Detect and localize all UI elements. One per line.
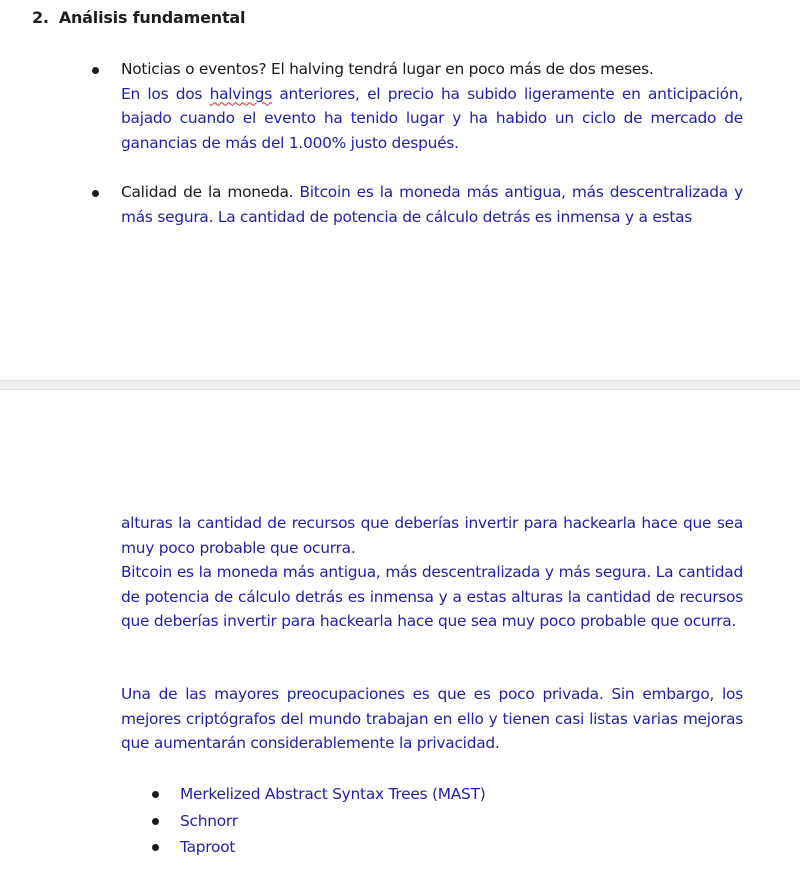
list-item[interactable] [180,834,485,861]
list-item-label: Schnorr [180,811,238,830]
bullet-lead-news: Noticias o eventos? [121,60,267,78]
document-page-2 [0,390,800,874]
list-item-label: Taproot [180,838,236,856]
section-title: Análisis fundamental [58,8,246,27]
bullet-dot-icon [92,67,99,74]
paragraph-privacy[interactable]: Una de las mayores preocupaciones es que es poco privada. Sin embargo, los mejores criptógrafos del mundo trabajan en ello y tienen casi listas varias mejoras que aumentarán considerablemente la privacidad. [121,685,743,752]
bullet-text-news-c: anteriores, el precio ha subido ligeramente en anticipación, bajado cuando el evento ha tenido lugar y ha habido un ciclo de mercado de ganancias de más del 1.000% justo después. [121,84,743,152]
bullet-dot-icon [92,190,99,197]
bullet-text-news-b: En los dos [121,84,210,103]
section-number: 2. [32,8,49,27]
bullet-lead-quality: Calidad de la moneda. [121,183,294,201]
list-item[interactable] [180,781,485,808]
bullet-dot-icon [152,844,159,851]
bullet-dot-icon [152,791,159,798]
bullet-paragraph-news[interactable] [121,57,743,155]
list-item-label: Merkelized Abstract Syntax Trees (MAST) [180,785,486,803]
bullet-paragraph-quality[interactable] [121,180,743,229]
improvements-list [180,781,485,861]
list-item[interactable] [180,808,485,835]
quality-repeat-text: Bitcoin es la moneda más antigua, más descentralizada y más segura. La cantidad de potencia de cálculo detrás es inmensa y a estas alturas la cantidad de recursos que deberías invertir para hackearla hace que sea muy poco probable que ocurra. [121,563,743,630]
bullet-dot-icon [152,818,159,825]
page-break-gap [0,380,800,390]
spellcheck-word[interactable]: halvings [209,84,272,103]
section-heading [32,8,245,27]
quality-text-page2: alturas la cantidad de recursos que deberías invertir para hackearla hace que sea muy poco probable que ocurra. [121,514,743,557]
bullet-text-quality-page1: Bitcoin es la moneda más antigua, más descentralizada y más segura. La cantidad de potencia de cálculo detrás es inmensa y a estas [121,183,743,226]
paragraph-quality-continued[interactable] [121,511,743,634]
bullet-text-news-a: El halving tendrá lugar en poco más de dos meses. [266,60,654,78]
document-page-1 [0,0,800,380]
